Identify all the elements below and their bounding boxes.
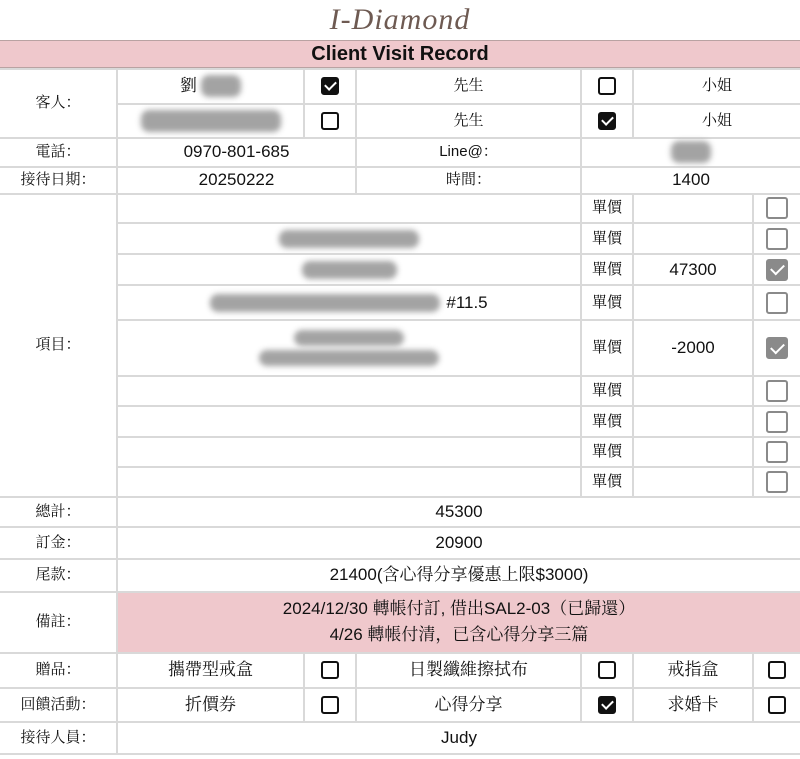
item-checkbox-4[interactable] [754, 286, 800, 319]
gift-checkbox-2[interactable] [582, 653, 632, 687]
checkbox-empty-icon[interactable] [321, 696, 339, 714]
redacted-line-id [671, 141, 711, 163]
checkbox-checked-icon[interactable] [598, 696, 616, 714]
feedback-checkbox-1[interactable] [305, 688, 355, 721]
checkbox-empty-icon[interactable] [598, 661, 616, 679]
gifts-label: 贈品： [35, 661, 81, 678]
item-desc-4 [118, 321, 580, 375]
redacted-name [141, 110, 281, 132]
row2-ms-label: 小姐 [701, 111, 732, 129]
item-checkbox-1[interactable] [754, 194, 800, 222]
total-label: 總計： [35, 502, 81, 520]
phone-label: 電話： [35, 143, 81, 160]
redacted-item [302, 261, 397, 279]
checkbox-empty-icon[interactable] [321, 112, 339, 130]
checkbox-empty-icon[interactable] [766, 471, 788, 493]
checkbox-empty-icon[interactable] [766, 380, 788, 402]
time-value: 1400 [672, 170, 710, 189]
row1-ms-label: 小姐 [701, 77, 732, 94]
deposit-label: 訂金： [35, 533, 81, 551]
item-desc-3 [118, 286, 580, 319]
item-checkbox-3[interactable] [754, 255, 800, 284]
item-desc-2 [118, 255, 580, 284]
checkbox-empty-icon[interactable] [321, 661, 339, 679]
customer-name-2 [118, 104, 303, 137]
unit-price-label-4: 單價 [591, 293, 622, 311]
unit-price-label-7: 單價 [591, 412, 622, 430]
customer-label: 客人： [35, 93, 81, 111]
checkbox-empty-icon[interactable] [766, 441, 788, 463]
unit-price-label-5: 單價 [591, 339, 622, 356]
checkbox-checked-icon[interactable] [766, 259, 788, 281]
remarks-label: 備註： [35, 613, 81, 630]
remarks-line-1: 2024/12/30 轉帳付訂, 借出SAL2-03（已歸還） [282, 599, 636, 618]
row2-mr-label: 先生 [453, 111, 484, 129]
customer-name-1 [118, 69, 303, 103]
checkbox-empty-icon[interactable] [768, 661, 786, 679]
ring-size: #11.5 [446, 292, 488, 312]
unit-price-value-5: -2000 [671, 338, 715, 357]
gift-option-1: 攜帶型戒盒 [168, 660, 253, 679]
time-label: 時間： [445, 171, 491, 188]
checkbox-empty-icon[interactable] [766, 411, 788, 433]
checkbox-empty-icon[interactable] [766, 228, 788, 250]
feedback-option-2: 心得分享 [434, 694, 503, 714]
unit-price-label-1: 單價 [591, 199, 622, 216]
item-desc-1 [118, 224, 580, 253]
unit-price-label-3: 單價 [591, 260, 622, 278]
unit-price-label-6: 單價 [591, 382, 622, 399]
redacted-item [210, 294, 440, 312]
line-value [582, 138, 800, 166]
redacted-item [279, 230, 419, 248]
date-value: 20250222 [198, 170, 275, 189]
line-label: Line@： [439, 143, 498, 160]
item-checkbox-8[interactable] [754, 438, 800, 466]
checkbox-empty-icon[interactable] [766, 197, 788, 219]
customer-name-text: 劉 [180, 76, 197, 95]
remarks-value [118, 592, 800, 652]
redacted-item [294, 330, 404, 346]
total-value: 45300 [435, 501, 483, 521]
items-label: 項目： [35, 336, 81, 353]
gift-option-3: 戒指盒 [667, 660, 719, 679]
item-checkbox-7[interactable] [754, 407, 800, 436]
item-checkbox-5[interactable] [754, 321, 800, 375]
item-checkbox-6[interactable] [754, 377, 800, 405]
unit-price-label-9: 單價 [591, 473, 622, 490]
row1-mr-checkbox-cell[interactable] [305, 69, 355, 103]
item-checkbox-9[interactable] [754, 468, 800, 496]
row2-mr-checkbox-cell[interactable] [305, 104, 355, 137]
checkbox-checked-icon[interactable] [598, 112, 616, 130]
feedback-checkbox-3[interactable] [754, 688, 800, 721]
balance-label: 尾款： [35, 566, 81, 583]
feedback-label: 回饋活動： [20, 695, 96, 713]
row2-ms-checkbox-cell[interactable] [582, 104, 632, 137]
checkbox-empty-icon[interactable] [598, 77, 616, 95]
remarks-line-2: 4/26 轉帳付清，已含心得分享三篇 [329, 625, 589, 644]
checkbox-checked-icon[interactable] [766, 337, 788, 359]
brand-logo: I-Diamond [329, 3, 471, 36]
date-label: 接待日期： [20, 171, 96, 188]
balance-value: 21400(含心得分享優惠上限$3000) [329, 565, 589, 584]
feedback-option-1: 折價券 [185, 694, 236, 714]
staff-label: 接待人員： [20, 728, 96, 746]
unit-price-label-8: 單價 [591, 443, 622, 460]
checkbox-empty-icon[interactable] [768, 696, 786, 714]
checkbox-checked-icon[interactable] [321, 77, 339, 95]
form-title: Client Visit Record [0, 40, 800, 68]
gift-checkbox-1[interactable] [305, 653, 355, 687]
deposit-value: 20900 [435, 532, 483, 552]
feedback-checkbox-2[interactable] [582, 688, 632, 721]
unit-price-value-3: 47300 [669, 259, 717, 279]
redacted-item [259, 350, 439, 366]
gift-checkbox-3[interactable] [754, 653, 800, 687]
gift-option-2: 日製纖維擦拭布 [409, 660, 528, 679]
unit-price-label-2: 單價 [591, 229, 622, 247]
redacted-name [201, 75, 241, 97]
checkbox-empty-icon[interactable] [766, 292, 788, 314]
row1-mr-label: 先生 [453, 77, 484, 94]
staff-value: Judy [441, 727, 477, 747]
phone-value: 0970-801-685 [183, 142, 290, 161]
item-checkbox-2[interactable] [754, 224, 800, 253]
feedback-option-3: 求婚卡 [667, 694, 719, 714]
row1-ms-checkbox-cell[interactable] [582, 69, 632, 103]
